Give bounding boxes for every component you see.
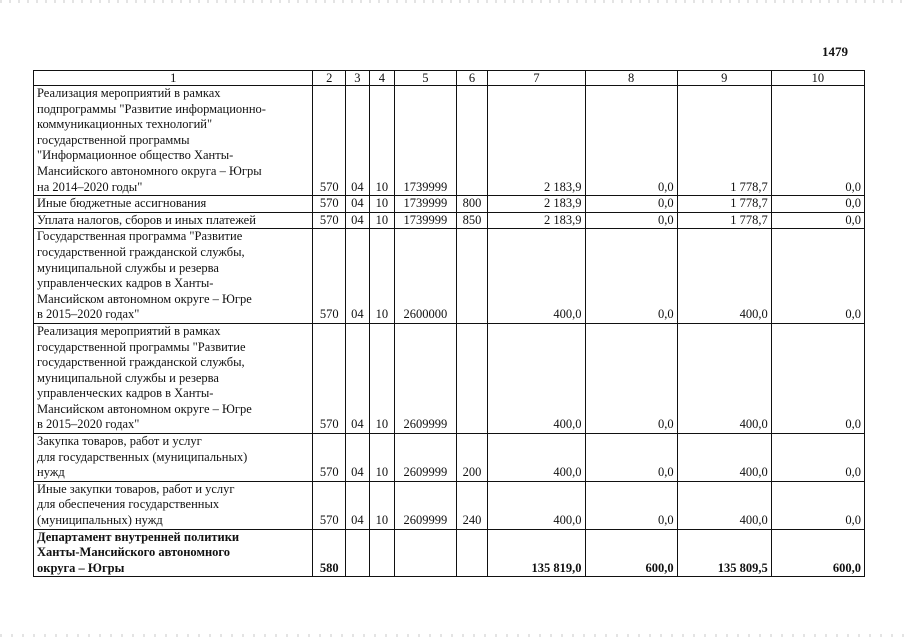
cell-subsection: 10: [369, 434, 395, 482]
page-number: 1479: [822, 44, 848, 59]
cell-target-article: 2609999: [395, 323, 456, 433]
cell-amount-col8: 0,0: [585, 323, 677, 433]
table-row: [34, 212, 865, 229]
cell-expense-type: 800: [456, 196, 488, 213]
cell-amount-col9: 400,0: [677, 434, 771, 482]
cell-ministry-code: 570: [313, 229, 346, 324]
table-row: [34, 86, 865, 196]
cell-target-article: 1739999: [395, 196, 456, 213]
column-header-5: 5: [395, 71, 456, 86]
cell-section: [346, 529, 370, 577]
row-name: Иные бюджетные ассигнования: [34, 196, 313, 213]
cell-expense-type: 240: [456, 481, 488, 529]
cell-ministry-code: 570: [313, 196, 346, 213]
cell-ministry-code: 570: [313, 212, 346, 229]
cell-target-article: [395, 529, 456, 577]
column-header-2: 2: [313, 71, 346, 86]
cell-amount-col9: 1 778,7: [677, 86, 771, 196]
scan-edge-bottom: [0, 634, 905, 637]
cell-ministry-code: 570: [313, 434, 346, 482]
row-name: Реализация мероприятий в рамках государственной программы "Развитие государственной гражданской службы, муниципальной службы и резерва управленческих кадров в Ханты- Мансийском автономном округе – Югре в 2015–2020 годах": [34, 323, 313, 433]
table-row: [34, 323, 865, 433]
cell-amount-col7: 2 183,9: [488, 212, 585, 229]
table-row: [34, 229, 865, 324]
cell-amount-col7: 400,0: [488, 434, 585, 482]
cell-amount-col8: 0,0: [585, 212, 677, 229]
cell-target-article: 1739999: [395, 86, 456, 196]
cell-amount-col9: 1 778,7: [677, 212, 771, 229]
cell-amount-col8: 600,0: [585, 529, 677, 577]
column-header-7: 7: [488, 71, 585, 86]
column-header-3: 3: [346, 71, 370, 86]
cell-amount-col9: 135 809,5: [677, 529, 771, 577]
cell-expense-type: 850: [456, 212, 488, 229]
cell-amount-col10: 600,0: [771, 529, 864, 577]
cell-amount-col7: 2 183,9: [488, 196, 585, 213]
column-header-1: 1: [34, 71, 313, 86]
cell-amount-col10: 0,0: [771, 229, 864, 324]
table-row: [34, 434, 865, 482]
cell-section: 04: [346, 196, 370, 213]
row-name: Реализация мероприятий в рамках подпрограммы "Развитие информационно- коммуникационных технологий" государственной программы "Информационное общество Ханты- Мансийского автономного округа – Югры на 2014–2020 годы": [34, 86, 313, 196]
cell-amount-col10: 0,0: [771, 212, 864, 229]
column-header-6: 6: [456, 71, 488, 86]
cell-amount-col9: 1 778,7: [677, 196, 771, 213]
cell-ministry-code: 580: [313, 529, 346, 577]
cell-ministry-code: 570: [313, 86, 346, 196]
cell-amount-col10: 0,0: [771, 481, 864, 529]
cell-amount-col8: 0,0: [585, 481, 677, 529]
cell-expense-type: 200: [456, 434, 488, 482]
cell-amount-col10: 0,0: [771, 434, 864, 482]
header-row: [34, 71, 865, 86]
column-header-9: 9: [677, 71, 771, 86]
cell-amount-col9: 400,0: [677, 323, 771, 433]
cell-amount-col7: 400,0: [488, 229, 585, 324]
column-header-10: 10: [771, 71, 864, 86]
cell-target-article: 2609999: [395, 434, 456, 482]
cell-amount-col10: 0,0: [771, 196, 864, 213]
budget-table: [33, 70, 865, 577]
cell-amount-col7: 400,0: [488, 323, 585, 433]
cell-section: 04: [346, 229, 370, 324]
cell-subsection: 10: [369, 323, 395, 433]
cell-amount-col7: 2 183,9: [488, 86, 585, 196]
cell-amount-col10: 0,0: [771, 86, 864, 196]
cell-subsection: 10: [369, 481, 395, 529]
row-name: Государственная программа "Развитие государственной гражданской службы, муниципальной службы и резерва управленческих кадров в Ханты- Мансийском автономном округе – Югре в 2015–2020 годах": [34, 229, 313, 324]
row-name: Закупка товаров, работ и услуг для государственных (муниципальных) нужд: [34, 434, 313, 482]
column-header-4: 4: [369, 71, 395, 86]
cell-target-article: 2609999: [395, 481, 456, 529]
cell-ministry-code: 570: [313, 481, 346, 529]
table-row: [34, 196, 865, 213]
cell-amount-col8: 0,0: [585, 229, 677, 324]
cell-subsection: 10: [369, 196, 395, 213]
cell-amount-col8: 0,0: [585, 86, 677, 196]
table-row: [34, 529, 865, 577]
row-name: Департамент внутренней политики Ханты-Мансийского автономного округа – Югры: [34, 529, 313, 577]
cell-target-article: 1739999: [395, 212, 456, 229]
table-row: [34, 481, 865, 529]
cell-amount-col9: 400,0: [677, 229, 771, 324]
cell-subsection: 10: [369, 212, 395, 229]
cell-ministry-code: 570: [313, 323, 346, 433]
cell-section: 04: [346, 481, 370, 529]
cell-expense-type: [456, 323, 488, 433]
cell-subsection: [369, 529, 395, 577]
cell-subsection: 10: [369, 86, 395, 196]
cell-section: 04: [346, 323, 370, 433]
cell-expense-type: [456, 529, 488, 577]
cell-amount-col8: 0,0: [585, 434, 677, 482]
cell-expense-type: [456, 86, 488, 196]
cell-amount-col8: 0,0: [585, 196, 677, 213]
cell-expense-type: [456, 229, 488, 324]
cell-amount-col7: 135 819,0: [488, 529, 585, 577]
row-name: Уплата налогов, сборов и иных платежей: [34, 212, 313, 229]
cell-section: 04: [346, 434, 370, 482]
cell-target-article: 2600000: [395, 229, 456, 324]
column-header-8: 8: [585, 71, 677, 86]
cell-amount-col7: 400,0: [488, 481, 585, 529]
cell-subsection: 10: [369, 229, 395, 324]
cell-section: 04: [346, 86, 370, 196]
cell-section: 04: [346, 212, 370, 229]
row-name: Иные закупки товаров, работ и услуг для обеспечения государственных (муниципальных) нужд: [34, 481, 313, 529]
cell-amount-col9: 400,0: [677, 481, 771, 529]
cell-amount-col10: 0,0: [771, 323, 864, 433]
scan-edge-top: [0, 0, 905, 3]
